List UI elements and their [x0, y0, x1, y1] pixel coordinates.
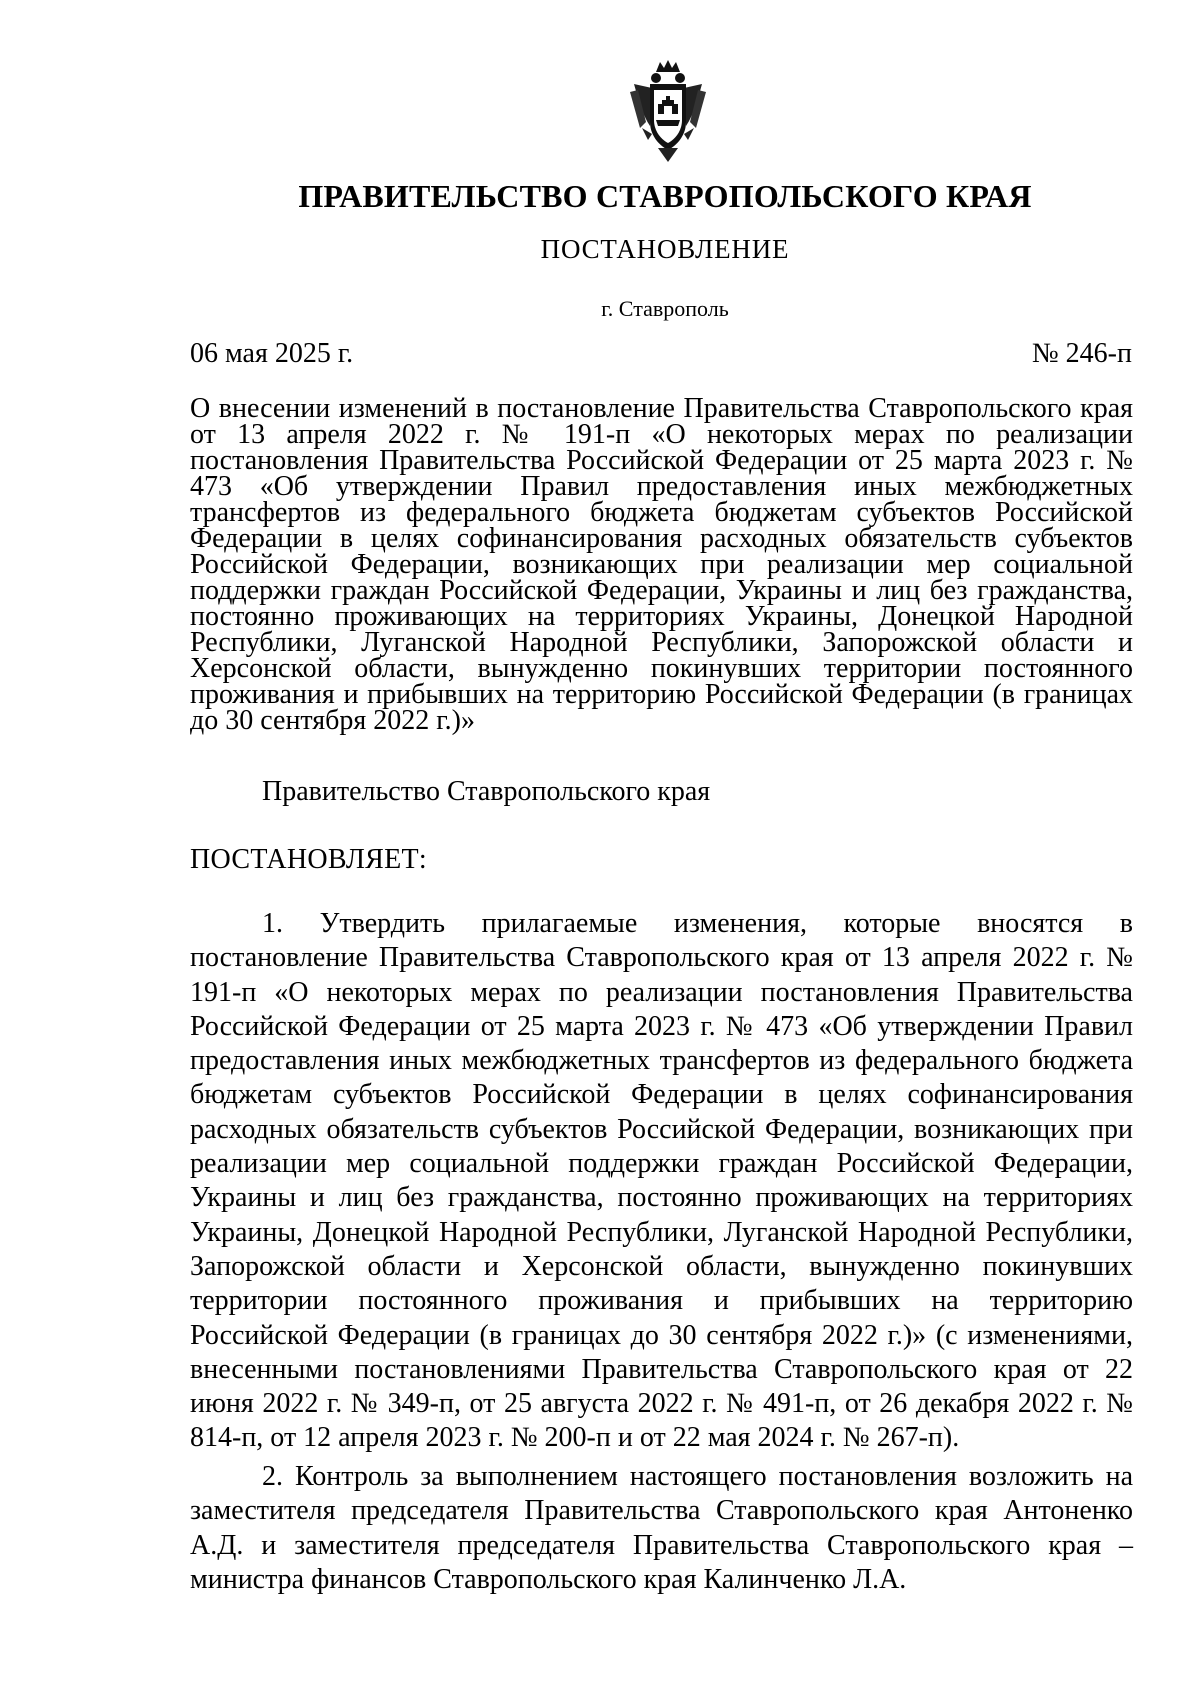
paragraph-2: 2. Контроль за выполнением настоящего постановления возложить на заместителя председателя Правительства Ставропольского края Антоненко А.Д. и заместителя председателя Правительства Ставропольского края – министра финансов Ставропольского края Калинченко Л.А. — [190, 1461, 1133, 1595]
document-date: 06 мая 2025 г. — [190, 338, 354, 369]
government-title: ПРАВИТЕЛЬСТВО СТАВРОПОЛЬСКОГО КРАЯ — [298, 178, 1032, 214]
document-type: ПОСТАНОВЛЕНИЕ — [540, 234, 790, 264]
issuing-authority: Правительство Ставропольского края — [262, 776, 711, 807]
decrees-heading: ПОСТАНОВЛЯЕТ: — [190, 844, 427, 875]
paragraph-1: 1. Утвердить прилагаемые изменения, которые вносятся в постановление Правительства Ставропольского края от 13 апреля 2022 г. № 191-п «О некоторых мерах по реализации постановления Правительства Российской Федерации от 25 марта 2023 г. № 473 «Об утверждении Правил предоставления иных межбюджетных трансфертов из федерального бюджета бюджетам субъектов Российской Федерации в целях софинансирования расходных обязательств субъектов Российской Федерации, возникающих при реализации мер социальной поддержки граждан Российской Федерации, Украины и лиц без гражданства, постоянно проживающих на территориях Украины, Донецкой Народной Республики, Луганской Народной Республики, Запорожской области и Херсонской области, вынужденно покинувших территории постоянного проживания и прибывших на территорию Российской Федерации (в границах до 30 сентября 2022 г.)» (с изменениями, внесенными постановлениями Правительства Ставропольского края от 22 июня 2022 г. № 349-п, от 25 августа 2022 г. № 491-п, от 26 декабря 2022 г. № 814-п, от 12 апреля 2023 г. № 200-п и от 22 мая 2024 г. № 267-п). — [190, 908, 1133, 1454]
coat-of-arms-icon — [628, 58, 708, 164]
document-subject: О внесении изменений в постановление Правительства Ставропольского края от 13 апреля 2022 г. № 191-п «О некоторых мерах по реализации постановления Правительства Российской Федерации от 25 марта 2023 г. № 473 «Об утверждении Правил предоставления иных межбюджетных трансфертов из федерального бюджета бюджетам субъектов Российской Федерации в целях софинансирования расходных обязательств субъектов Российской Федерации, возникающих при реализации мер социальной поддержки граждан Российской Федерации, Украины и лиц без гражданства, постоянно проживающих на территориях Украины, Донецкой Народной Республики, Луганской Народной Республики, Запорожской области и Херсонской области, вынужденно покинувших территории постоянного проживания и прибывших на территорию Российской Федерации (в границах до 30 сентября 2022 г.)» — [190, 393, 1133, 736]
document-number: № 246-п — [1031, 338, 1132, 369]
document-city: г. Ставрополь — [601, 296, 729, 321]
